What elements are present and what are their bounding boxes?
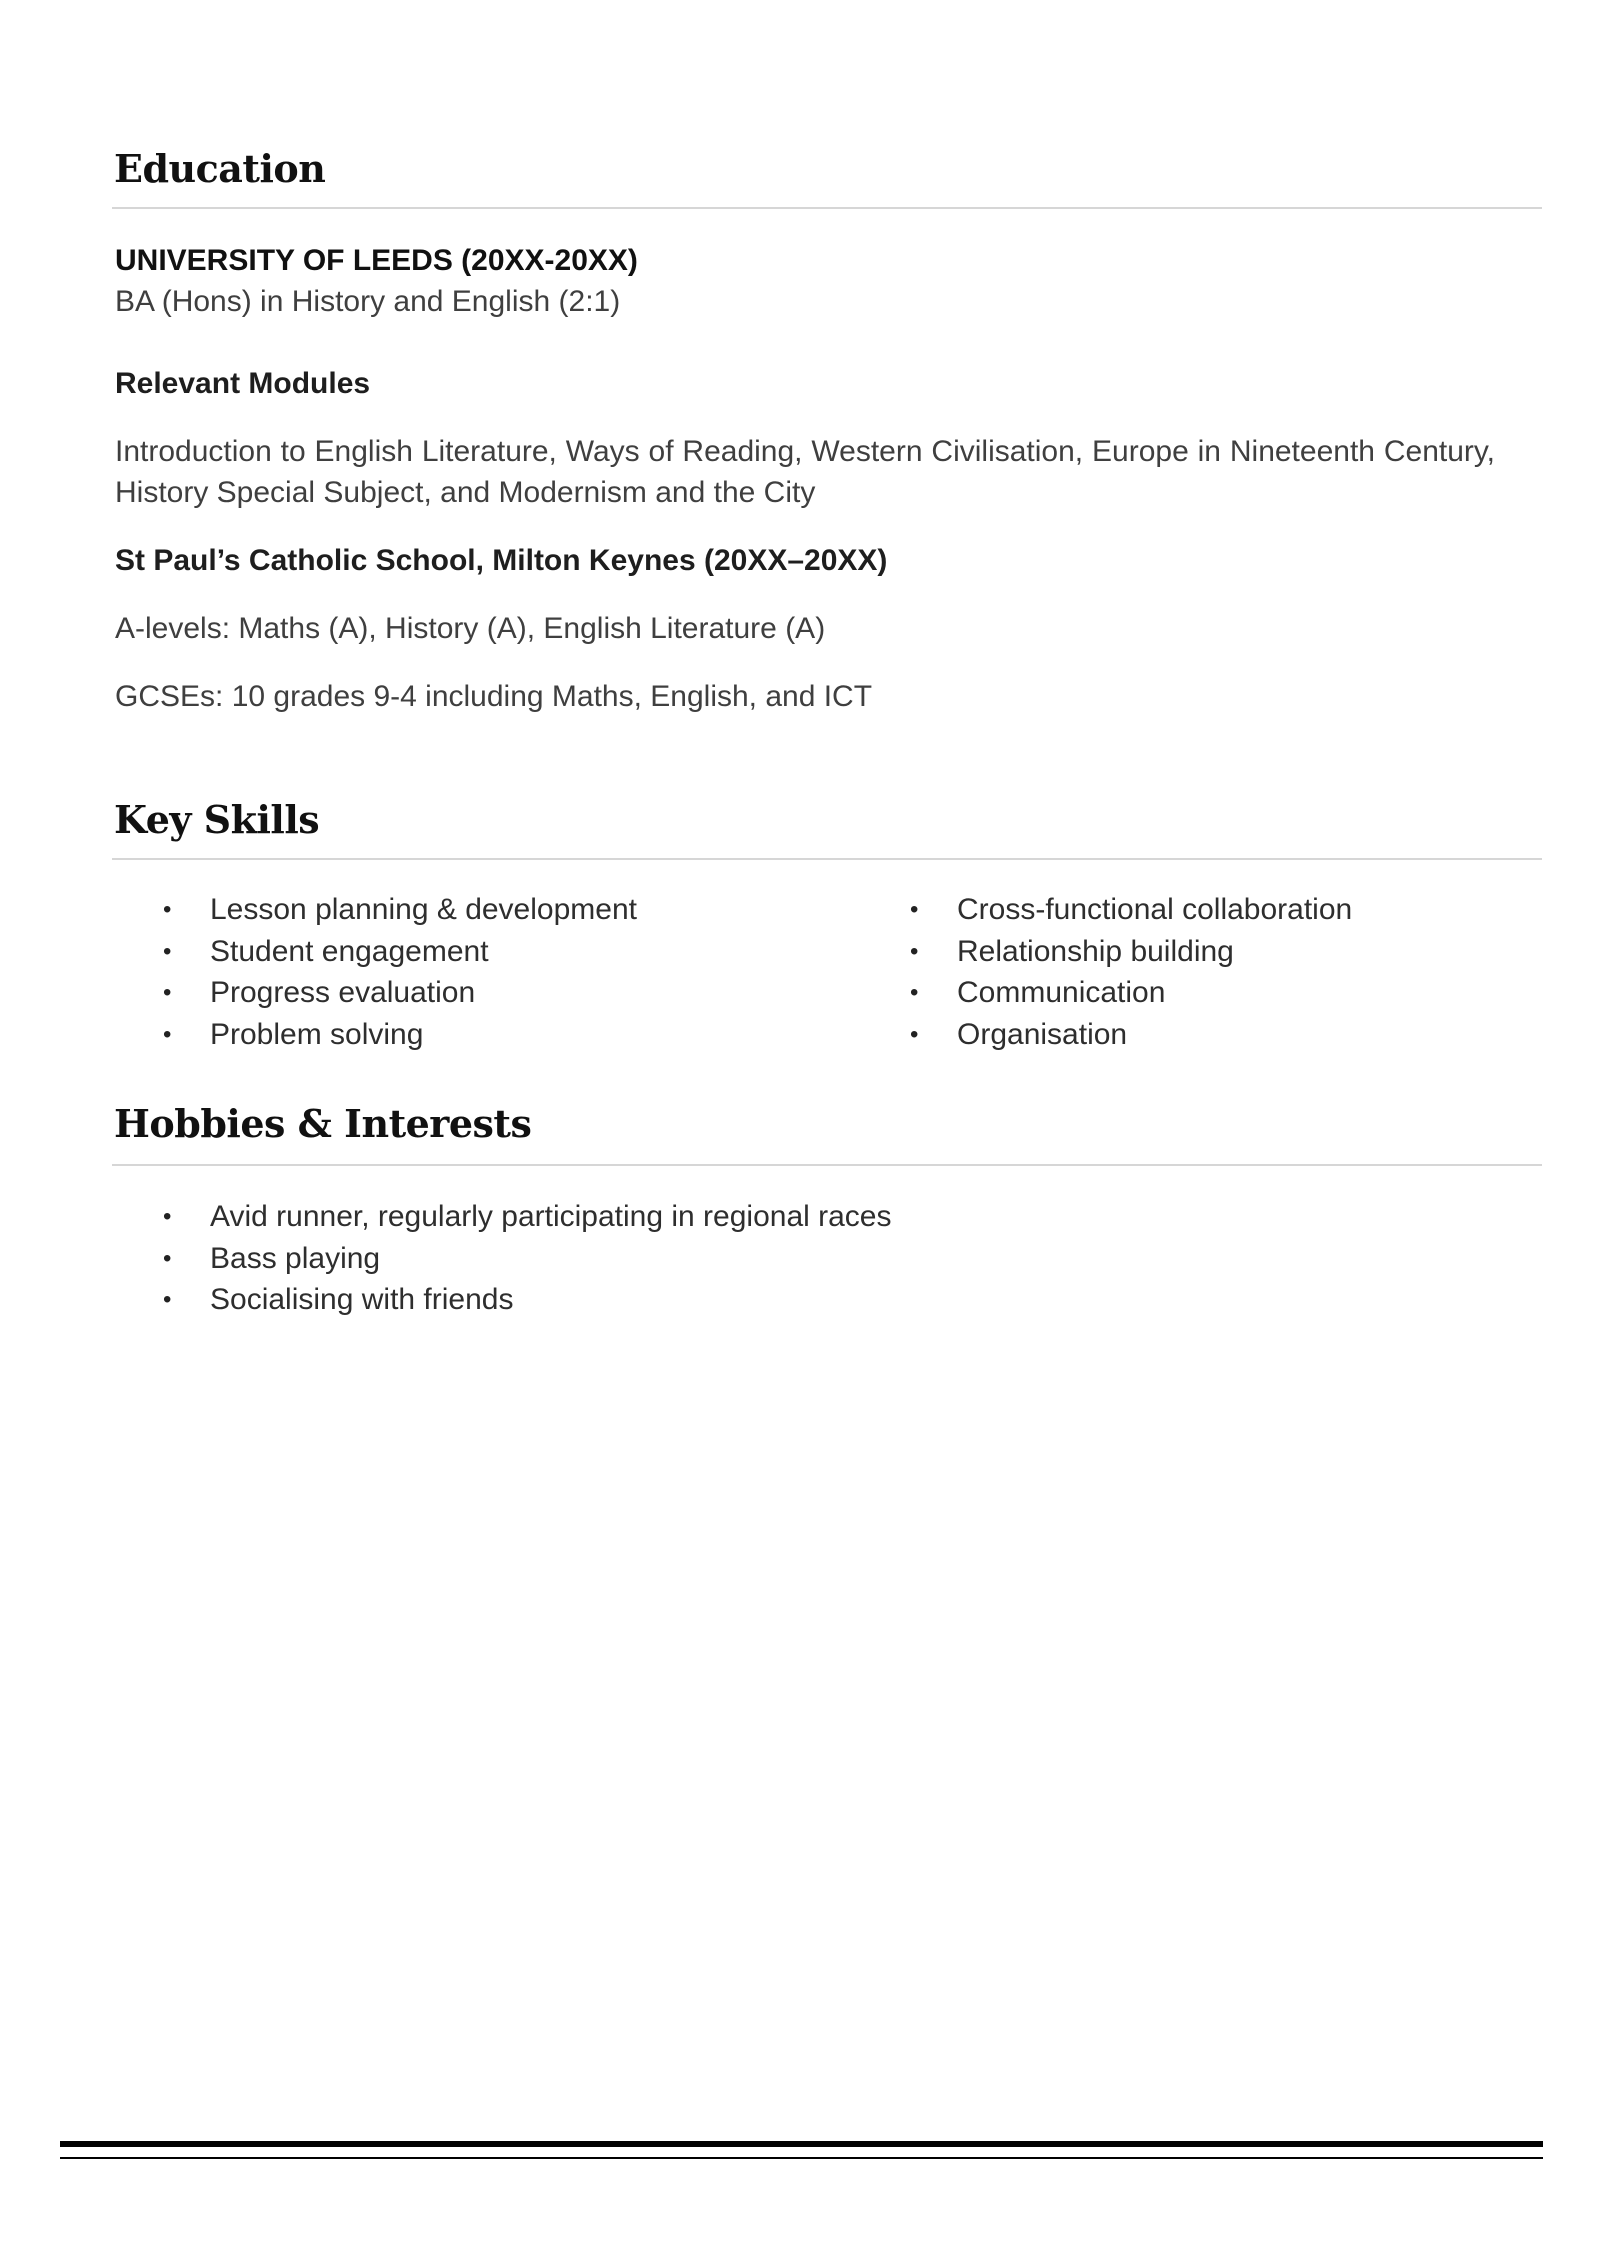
- bullet-icon: •: [163, 1203, 172, 1230]
- list-item: [115, 931, 637, 973]
- hobbies-list: [115, 1196, 892, 1321]
- bullet-icon: •: [910, 937, 919, 965]
- footer-thick-rule: [60, 2141, 1543, 2147]
- education-divider: [112, 207, 1542, 209]
- bullet-icon: •: [163, 1286, 172, 1313]
- list-item-text: Bass playing: [210, 1241, 381, 1275]
- list-item-text: Lesson planning & development: [210, 893, 637, 926]
- list-item: [115, 889, 637, 931]
- university-name: UNIVERSITY OF LEEDS (20XX-20XX): [115, 244, 638, 277]
- list-item-text: Avid runner, regularly participating in regional races: [210, 1200, 892, 1233]
- list-item: [115, 972, 637, 1014]
- list-item-text: Student engagement: [210, 934, 489, 968]
- key-skills-heading: Key Skills: [114, 797, 320, 842]
- list-item-text: Progress evaluation: [210, 976, 476, 1009]
- bullet-icon: •: [163, 979, 172, 1006]
- list-item-text: Relationship building: [957, 934, 1234, 968]
- bullet-icon: •: [910, 979, 919, 1006]
- bullet-icon: •: [163, 937, 172, 965]
- list-item: [862, 1014, 1352, 1056]
- list-item: [115, 1279, 892, 1321]
- list-item: [115, 1196, 892, 1238]
- bullet-icon: •: [910, 896, 919, 923]
- list-item-text: Organisation: [957, 1017, 1128, 1051]
- list-item: [862, 889, 1352, 931]
- list-item-text: Socialising with friends: [210, 1283, 514, 1316]
- list-item: [862, 931, 1352, 973]
- education-heading: Education: [114, 146, 326, 191]
- gcses-text: GCSEs: 10 grades 9-4 including Maths, English, and ICT: [115, 680, 873, 713]
- list-item: [862, 972, 1352, 1014]
- bullet-icon: •: [163, 1244, 172, 1272]
- school-name: St Paul’s Catholic School, Milton Keynes (20XX–20XX): [115, 544, 888, 577]
- list-item-text: Communication: [957, 976, 1166, 1009]
- key-skills-right-list: [862, 889, 1352, 1055]
- degree-text: BA (Hons) in History and English (2:1): [115, 285, 621, 318]
- list-item: [115, 1238, 892, 1280]
- hobbies-heading: Hobbies & Interests: [114, 1101, 532, 1146]
- modules-text: Introduction to English Literature, Ways of Reading, Western Civilisation, Europe in Nineteenth Century, History Special Subject, and Modernism and the City: [115, 435, 1495, 509]
- modules-heading: Relevant Modules: [115, 367, 371, 400]
- bullet-icon: •: [163, 896, 172, 923]
- list-item: [115, 1014, 637, 1056]
- hobbies-divider: [112, 1164, 1542, 1166]
- alevels-text: A-levels: Maths (A), History (A), English Literature (A): [115, 612, 826, 645]
- key-skills-divider: [112, 858, 1542, 860]
- list-item-text: Cross-functional collaboration: [957, 893, 1353, 926]
- footer-thin-rule: [60, 2157, 1543, 2159]
- bullet-icon: •: [163, 1020, 172, 1048]
- key-skills-left-list: [115, 889, 637, 1055]
- list-item-text: Problem solving: [210, 1017, 424, 1051]
- bullet-icon: •: [910, 1020, 919, 1048]
